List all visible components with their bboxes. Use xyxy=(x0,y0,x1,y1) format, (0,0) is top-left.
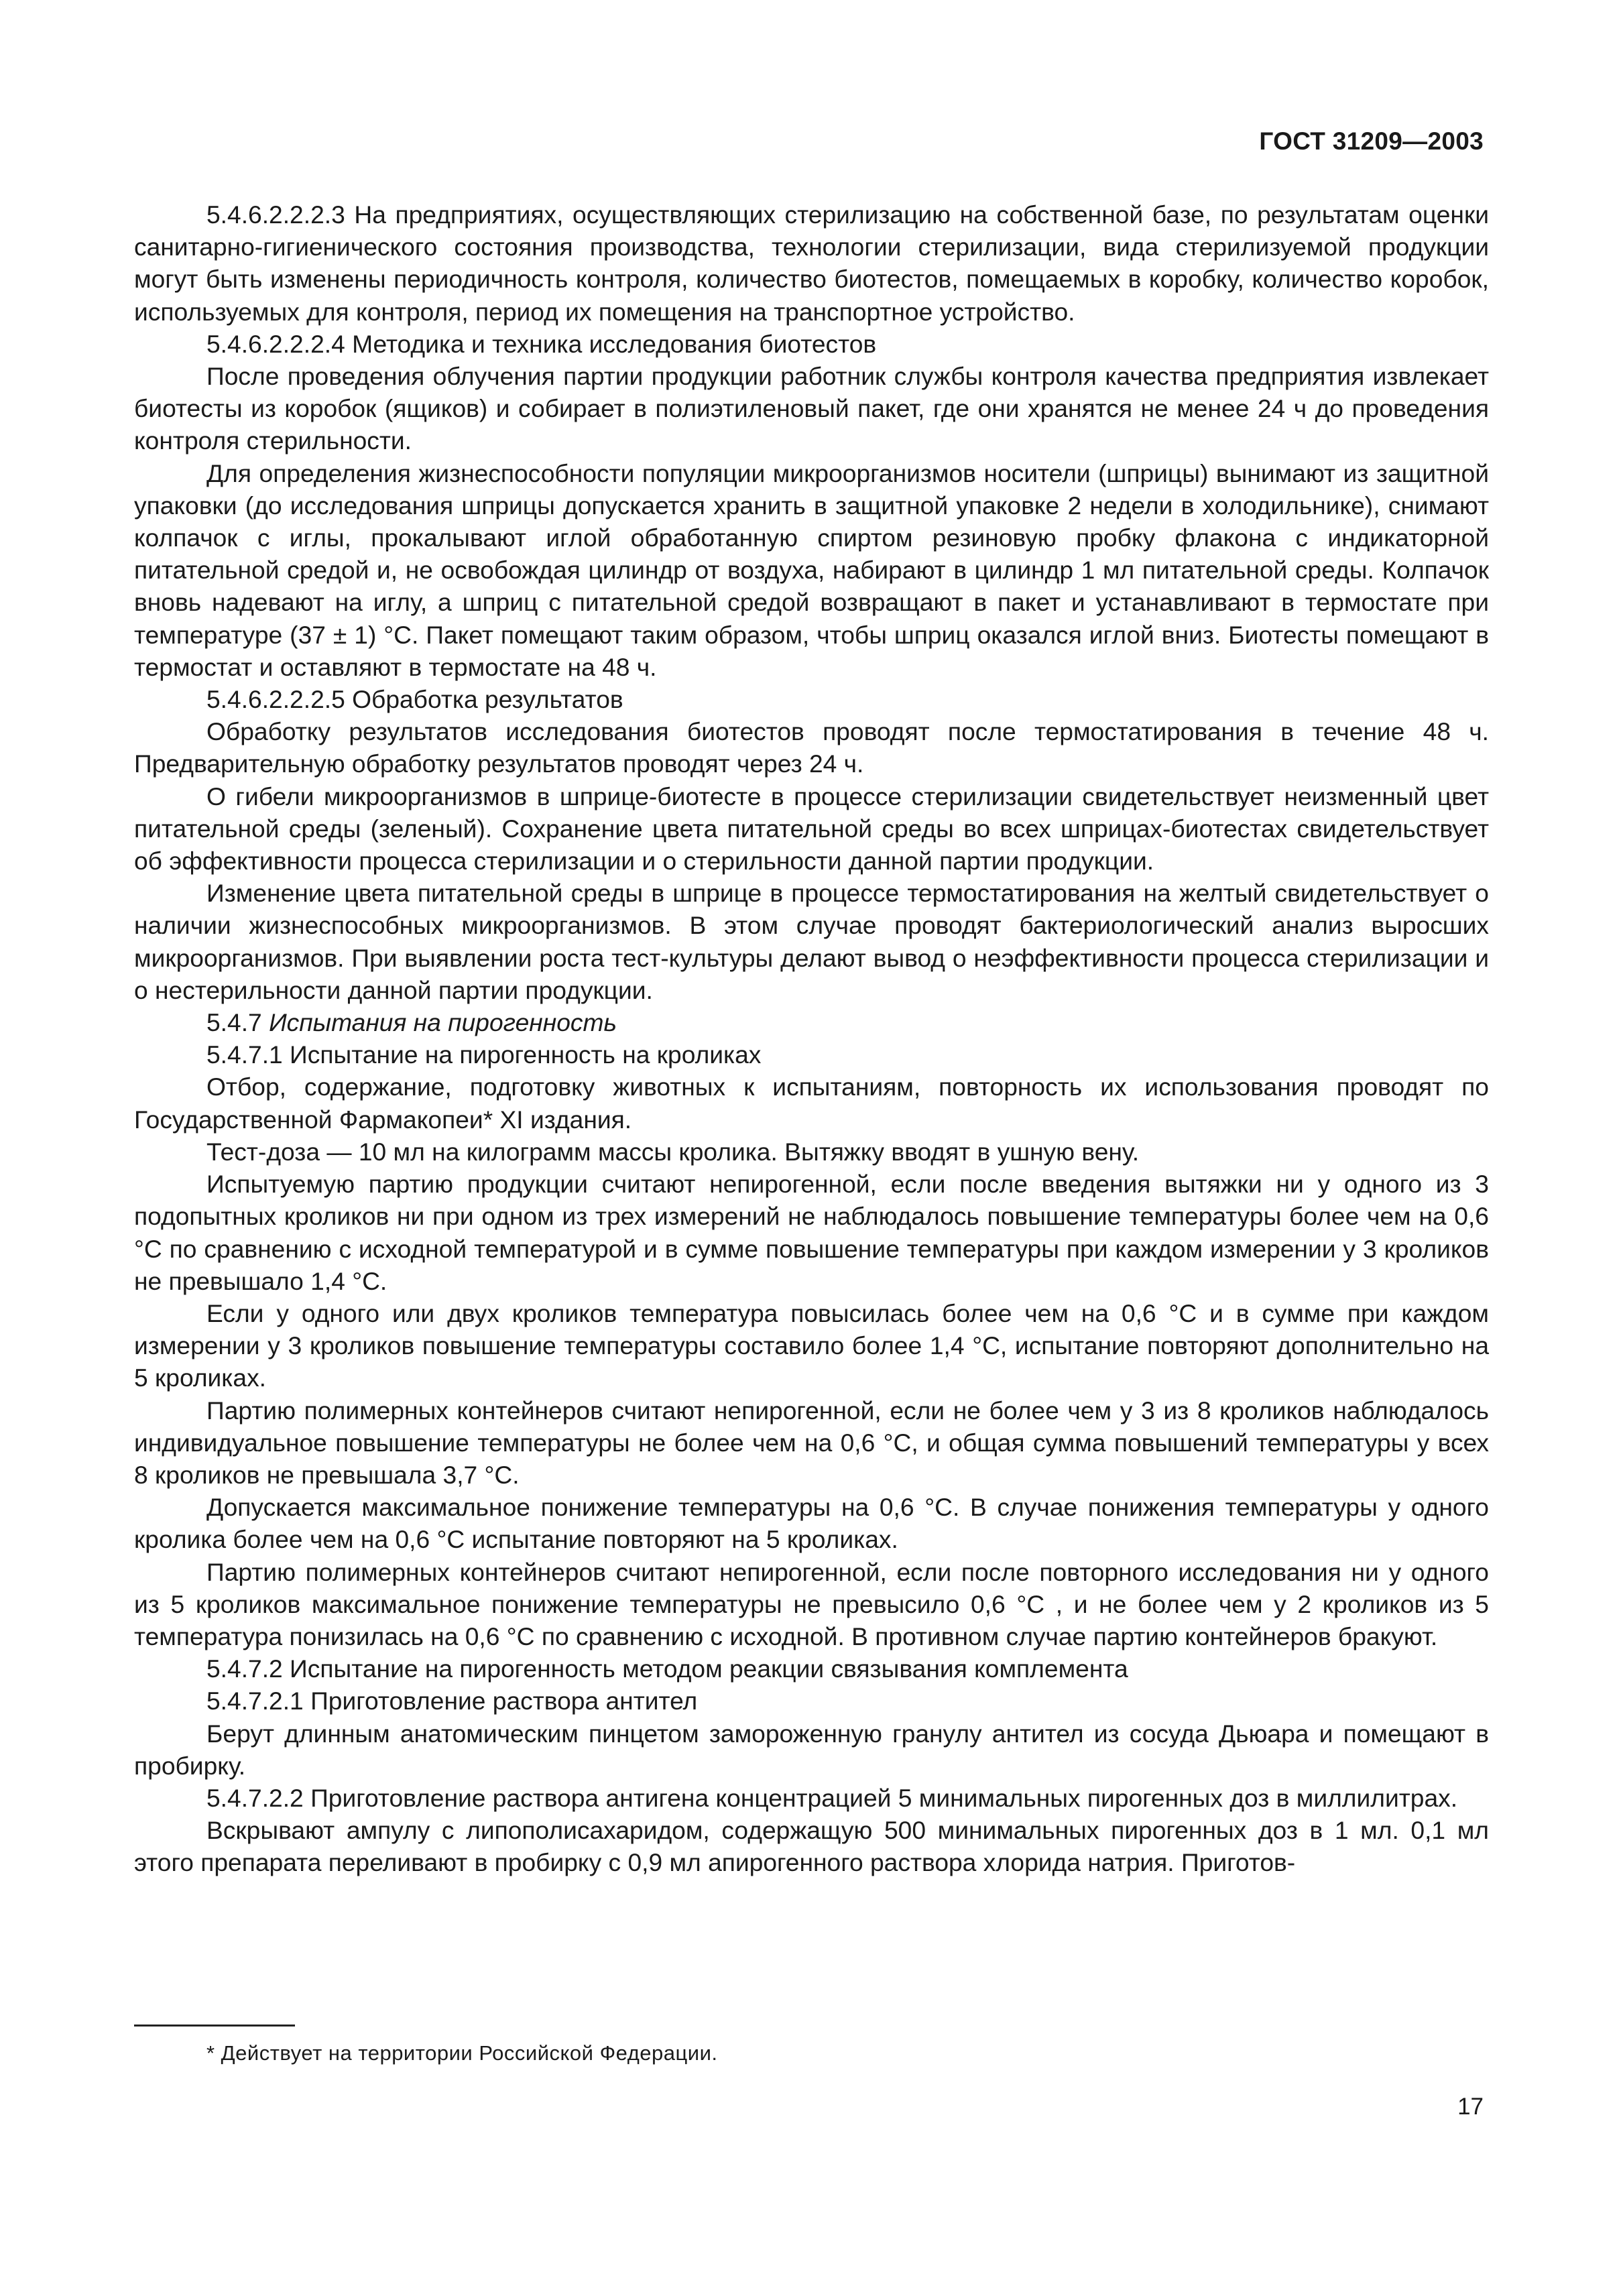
paragraph: Обработку результатов исследования биотестов проводят после термостатирования в течение 48 ч. Предварительную обработку результатов проводят через 24 ч. xyxy=(134,717,1489,778)
footnote: * Действует на территории Российской Федерации. xyxy=(206,2041,718,2065)
subsection-heading: 5.4.6.2.2.2.5 Обработка результатов xyxy=(206,685,623,714)
paragraph: 5.4.6.2.2.2.3 На предприятиях, осуществляющих стерилизацию на собственной базе, по результатам оценки санитарно-гигиенического состояния производства, технологии стерилизации, вида стерилизуемой продукции могут быть изменены периодичность контроля, количество биотестов, помещаемых в коробку, количество коробок, используемых для контроля, период их помещения на транспортное устройство. xyxy=(134,200,1489,326)
body-text xyxy=(134,198,1489,1879)
paragraph: Партию полимерных контейнеров считают непирогенной, если после повторного исследования ни у одного из 5 кроликов максимальное понижение температуры не превысило 0,6 °С , и не более чем у 2 кроликов из 5 температура понизилась на 0,6 °С по сравнению с исходной. В противном случае партию контейнеров бракуют. xyxy=(134,1557,1489,1650)
subsection-heading: 5.4.7.2.2 Приготовление раствора антигена концентрацией 5 минимальных пирогенных доз в миллилитрах. xyxy=(206,1783,1458,1812)
section-heading-5-4-7 xyxy=(134,1006,1489,1038)
section-number: 5.4.7 xyxy=(206,1008,262,1037)
section-title: Испытания на пирогенность xyxy=(269,1008,617,1037)
document-code-header: ГОСТ 31209—2003 xyxy=(1259,127,1484,155)
paragraph: После проведения облучения партии продукции работник службы контроля качества предприятия извлекает биотесты из коробок (ящиков) и собирает в полиэтиленовый пакет, где они хранятся не менее 24 ч до проведения контроля стерильности. xyxy=(134,362,1489,455)
subsection-heading: 5.4.7.1 Испытание на пирогенность на кроликах xyxy=(206,1040,762,1069)
paragraph: Для определения жизнеспособности популяции микроорганизмов носители (шприцы) вынимают из защитной упаковки (до исследования шприцы допускается хранить в защитной упаковке 2 недели в холодильнике), снимают колпачок с иглы, прокалывают иглой обработанную спиртом резиновую пробку флакона с индикаторной питательной средой и, не освобождая цилиндр от воздуха, набирают в цилиндр 1 мл питательной среды. Колпачок вновь надевают на иглу, а шприц с питательной средой возвращают в пакет и устанавливают в термостате при температуре (37 ± 1) °С. Пакет помещают таким образом, чтобы шприц оказался иглой вниз. Биотесты помещают в термостат и оставляют в термостате на 48 ч. xyxy=(134,459,1489,681)
paragraph: О гибели микроорганизмов в шприце-биотесте в процессе стерилизации свидетельствует неизменный цвет питательной среды (зеленый). Сохранение цвета питательной среды во всех шприцах-биотестах свидетельствует об эффективности процесса стерилизации и о стерильности данной партии продукции. xyxy=(134,782,1489,875)
paragraph: Допускается максимальное понижение температуры на 0,6 °С. В случае понижения температуры у одного кролика более чем на 0,6 °С испытание повторяют на 5 кроликах. xyxy=(134,1493,1489,1554)
paragraph: Если у одного или двух кроликов температура повысилась более чем на 0,6 °С и в сумме при каждом измерении у 3 кроликов повышение температуры составило более 1,4 °С, испытание повторяют дополнительно на 5 кроликах. xyxy=(134,1298,1489,1392)
subsection-heading: 5.4.7.2 Испытание на пирогенность методом реакции связывания комплемента xyxy=(206,1654,1128,1683)
page-number: 17 xyxy=(1457,2094,1484,2120)
paragraph: Тест-доза — 10 мл на килограмм массы кролика. Вытяжку вводят в ушную вену. xyxy=(206,1137,1140,1166)
paragraph: Берут длинным анатомическим пинцетом замороженную гранулу антител из сосуда Дьюара и помещают в пробирку. xyxy=(134,1719,1489,1780)
paragraph: Партию полимерных контейнеров считают непирогенной, если не более чем у 3 из 8 кроликов наблюдалось индивидуальное повышение температуры не более чем на 0,6 °С, и общая сумма повышений температуры у всех 8 кроликов не превышала 3,7 °С. xyxy=(134,1396,1489,1489)
subsection-heading: 5.4.7.2.1 Приготовление раствора антител xyxy=(206,1687,698,1715)
paragraph: Отбор, содержание, подготовку животных к испытаниям, повторность их использования проводят по Государственной Фармакопеи* XI издания. xyxy=(134,1073,1489,1134)
subsection-heading: 5.4.6.2.2.2.4 Методика и техника исследования биотестов xyxy=(206,329,877,358)
paragraph: Изменение цвета питательной среды в шприце в процессе термостатирования на желтый свидетельствует о наличии жизнеспособных микроорганизмов. В этом случае проводят бактериологический анализ выросших микроорганизмов. При выявлении роста тест-культуры делают вывод о неэффективности процесса стерилизации и о нестерильности данной партии продукции. xyxy=(134,879,1489,1004)
paragraph: Испытуемую партию продукции считают непирогенной, если после введения вытяжки ни у одного из 3 подопытных кроликов ни при одном из трех измерений не наблюдалось повышение температуры более чем на 0,6 °С по сравнению с исходной температурой и в сумме повышение температуры при каждом измерении у 3 кроликов не превышало 1,4 °С. xyxy=(134,1170,1489,1295)
footnote-divider xyxy=(134,2025,295,2027)
paragraph: Вскрывают ампулу с липополисахаридом, содержащую 500 минимальных пирогенных доз в 1 мл. 0,1 мл этого препарата переливают в пробирку с 0,9 мл апирогенного раствора хлорида натрия. Приготов- xyxy=(134,1816,1489,1877)
